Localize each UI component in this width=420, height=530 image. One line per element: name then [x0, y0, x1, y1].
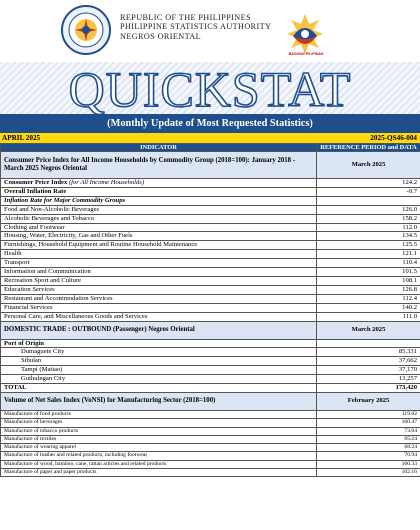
- header: [0, 0, 420, 62]
- table-header-row: [1, 144, 420, 152]
- table-row: [1, 232, 420, 241]
- cpi-reference-period: March 2025: [317, 152, 420, 179]
- table-row: [1, 241, 420, 250]
- port-label: Guihulngan City: [1, 375, 317, 384]
- group-value: 158.2: [317, 214, 420, 223]
- table-row: [1, 460, 420, 468]
- bagong-pilipinas-text: BAGONG PILIPINAS: [288, 52, 324, 56]
- cpi-section-row: [1, 152, 420, 179]
- group-value: 121.1: [317, 250, 420, 259]
- table-row: [1, 276, 420, 285]
- group-value: 108.1: [317, 276, 420, 285]
- vonsi-section-title: Volume of Net Sales Index (VoNSI) for Manufacturing Sector (2018=100): [1, 392, 317, 410]
- table-row: [1, 410, 420, 418]
- trade-section-row: [1, 321, 420, 339]
- cpi-label-text: Consumer Price Index: [4, 179, 68, 186]
- vonsi-value: 70.94: [317, 452, 420, 460]
- group-value: 112.0: [317, 223, 420, 232]
- groups-heading-blank: [317, 196, 420, 205]
- vonsi-label: Manufacture of paper and paper products: [1, 469, 317, 477]
- port-heading: Port of Origin: [1, 339, 317, 348]
- table-row: [1, 285, 420, 294]
- table-row: [1, 357, 420, 366]
- table-row: [1, 214, 420, 223]
- cpi-value: 124.2: [317, 179, 420, 188]
- cpi-section-title: Consumer Price Index for All Income Households by Commodity Group (2018=100): January 2018 - March 2025 Negros Oriental: [1, 152, 317, 179]
- quickstat-title-graphic: [0, 62, 420, 114]
- groups-heading-row: [1, 196, 420, 205]
- groups-heading: Inflation Rate for Major Commodity Groups: [1, 196, 317, 205]
- group-label: Clothing and Footwear: [1, 223, 317, 232]
- port-value: 37,662: [317, 357, 420, 366]
- group-label: Housing, Water, Electricity, Gas and Other Fuels: [1, 232, 317, 241]
- trade-total-row: [1, 384, 420, 393]
- group-value: 110.4: [317, 259, 420, 268]
- inflation-value: -0.7: [317, 187, 420, 196]
- org-line-1: REPUBLIC OF THE PHILIPPINES: [120, 13, 251, 22]
- bagong-pilipinas-logo-icon: [285, 12, 325, 56]
- vonsi-label: Manufacture of textiles: [1, 435, 317, 443]
- table-row: [1, 312, 420, 321]
- group-label: Furnishings, Household Equipment and Routine Household Maintenance: [1, 241, 317, 250]
- vonsi-value: 95.24: [317, 435, 420, 443]
- org-line-2: PHILIPPINE STATISTICS AUTHORITY: [120, 22, 272, 32]
- vonsi-value: 119.62: [317, 410, 420, 418]
- group-value: 101.5: [317, 268, 420, 277]
- table-row: [1, 205, 420, 214]
- vonsi-value: 102.16: [317, 469, 420, 477]
- vonsi-value: 68.24: [317, 444, 420, 452]
- table-row: [1, 294, 420, 303]
- cpi-label: [1, 179, 317, 188]
- group-label: Alcoholic Beverages and Tobacco: [1, 214, 317, 223]
- vonsi-value: 160.47: [317, 419, 420, 427]
- group-label: Personal Care, and Miscellaneous Goods and Services: [1, 312, 317, 321]
- group-label: Health: [1, 250, 317, 259]
- port-heading-row: [1, 339, 420, 348]
- group-value: 125.5: [317, 241, 420, 250]
- port-label: Sibulan: [1, 357, 317, 366]
- group-value: 140.2: [317, 303, 420, 312]
- vonsi-label: Manufacture of wood, bamboo, cane, rattan articles and related products: [1, 460, 317, 468]
- organization-name: [120, 13, 271, 41]
- table-row: [1, 419, 420, 427]
- port-value: 85,331: [317, 348, 420, 357]
- table-row: [1, 452, 420, 460]
- table-row: [1, 348, 420, 357]
- group-label: Recreation Sport and Culture: [1, 276, 317, 285]
- trade-reference-period: March 2025: [317, 321, 420, 339]
- group-label: Transport: [1, 259, 317, 268]
- table-row: [1, 268, 420, 277]
- group-value: 126.8: [317, 285, 420, 294]
- table-row: [1, 250, 420, 259]
- cpi-row: [1, 179, 420, 188]
- psa-seal-icon: [60, 4, 112, 56]
- group-value: 111.0: [317, 312, 420, 321]
- indicator-column-header: INDICATOR: [1, 144, 317, 152]
- release-code: 2025-QS46-004: [370, 134, 417, 142]
- port-label: Tampi (Matiao): [1, 366, 317, 375]
- table-row: [1, 469, 420, 477]
- trade-total-value: 173,420: [317, 384, 420, 393]
- quickstat-banner: [0, 62, 420, 114]
- trade-section-title: DOMESTIC TRADE : OUTBOUND (Passenger) Negros Oriental: [1, 321, 317, 339]
- group-value: 112.4: [317, 294, 420, 303]
- group-value: 126.0: [317, 205, 420, 214]
- table-row: [1, 375, 420, 384]
- inflation-row: [1, 187, 420, 196]
- quickstat-table: [0, 143, 420, 477]
- vonsi-value: 160.33: [317, 460, 420, 468]
- group-label: Information and Communication: [1, 268, 317, 277]
- vonsi-label: Manufacture of wearing apparel: [1, 444, 317, 452]
- port-heading-blank: [317, 339, 420, 348]
- vonsi-section-row: [1, 392, 420, 410]
- inflation-label: Overall Inflation Rate: [1, 187, 317, 196]
- port-value: 13,257: [317, 375, 420, 384]
- group-label: Education Services: [1, 285, 317, 294]
- vonsi-label: Manufacture of tobacco products: [1, 427, 317, 435]
- vonsi-label: Manufacture of leather and related products, including footwear: [1, 452, 317, 460]
- vonsi-label: Manufacture of beverages: [1, 419, 317, 427]
- table-row: [1, 435, 420, 443]
- subtitle: (Monthly Update of Most Requested Statistics): [0, 114, 420, 133]
- table-row: [1, 444, 420, 452]
- vonsi-reference-period: February 2025: [317, 392, 420, 410]
- release-month: APRIL 2025: [2, 134, 41, 142]
- reference-column-header: REFERENCE PERIOD and DATA: [317, 144, 420, 152]
- trade-total-label: TOTAL: [1, 384, 317, 393]
- quickstat-title: QUICKSTAT: [68, 62, 352, 114]
- table-row: [1, 303, 420, 312]
- group-label: Financial Services: [1, 303, 317, 312]
- port-label: Dumaguete City: [1, 348, 317, 357]
- date-row: [0, 133, 420, 143]
- table-row: [1, 427, 420, 435]
- vonsi-value: 73.64: [317, 427, 420, 435]
- table-row: [1, 366, 420, 375]
- table-row: [1, 223, 420, 232]
- cpi-label-note: (for All Income Households): [68, 179, 145, 186]
- group-value: 134.5: [317, 232, 420, 241]
- port-value: 37,170: [317, 366, 420, 375]
- group-label: Food and Non-Alcoholic Beverages: [1, 205, 317, 214]
- org-line-3: NEGROS ORIENTAL: [120, 31, 202, 41]
- vonsi-label: Manufacture of food products: [1, 410, 317, 418]
- group-label: Restaurant and Accommodation Services: [1, 294, 317, 303]
- table-row: [1, 259, 420, 268]
